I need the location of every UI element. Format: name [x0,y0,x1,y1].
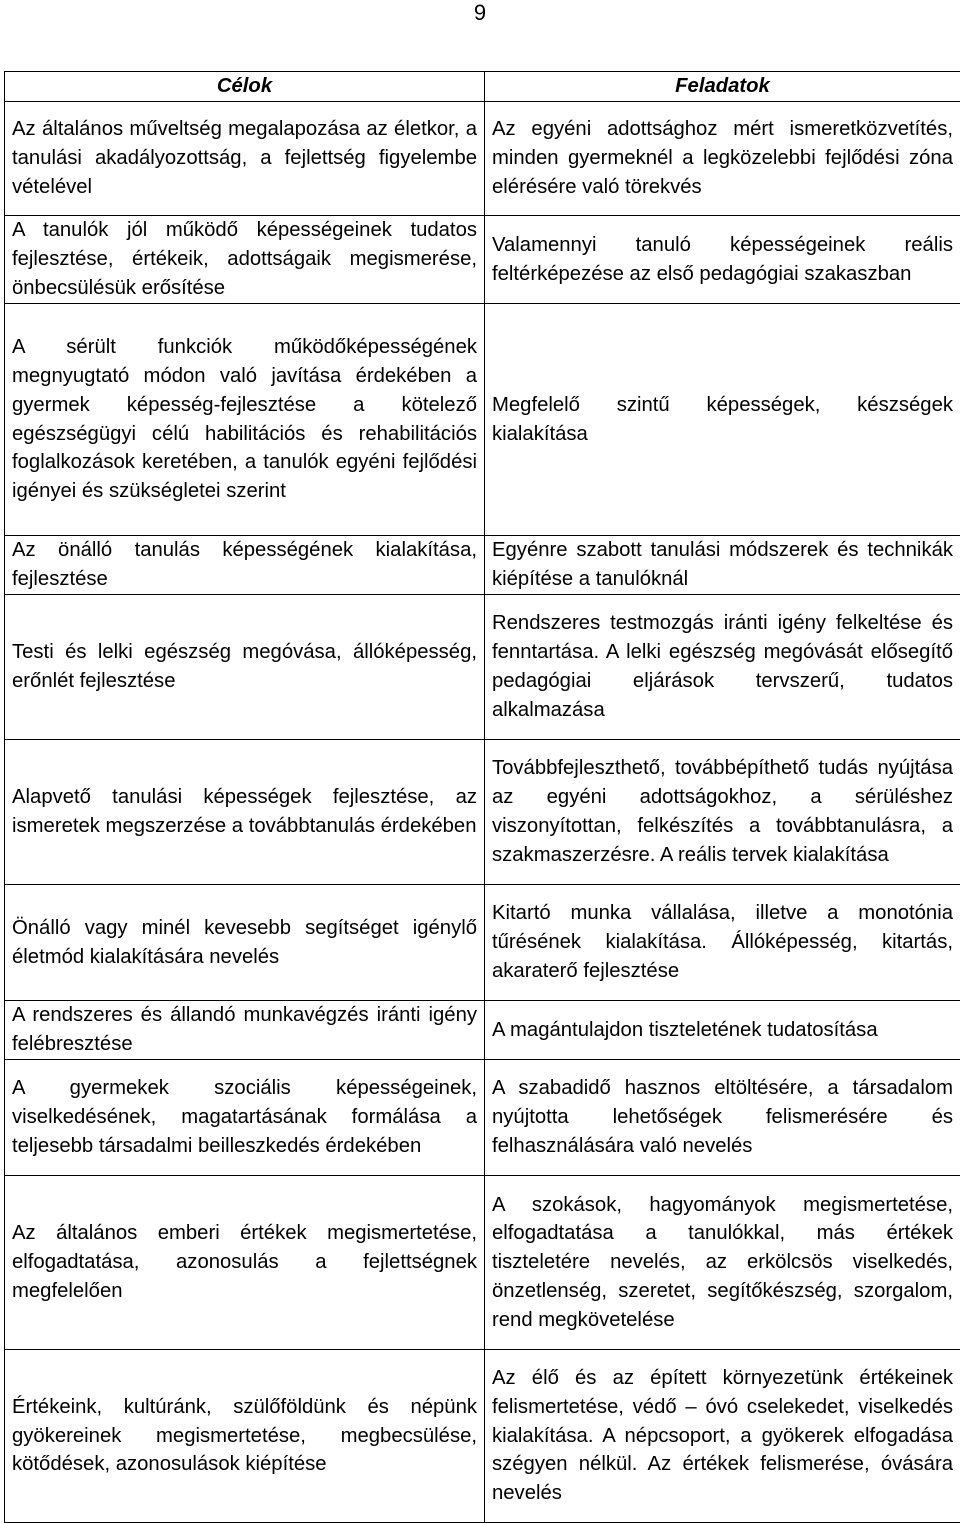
task-cell: Továbbfejleszthető, továbbépíthető tudás nyújtása az egyéni adottságokhoz, a sérüléshez viszonyítottan, felkészítés a továbbtanulásra, a szakmaszerzésre. A reális tervek kialakítása [485,740,960,885]
task-cell: A magántulajdon tiszteletének tudatosítása [485,1001,960,1060]
task-cell: Rendszeres testmozgás iránti igény felkeltése és fenntartása. A lelki egészség megóvását elősegítő pedagógiai eljárások tervszerű, tudatos alkalmazása [485,595,960,740]
goal-cell: Önálló vagy minél kevesebb segítséget igénylő életmód kialakítására nevelés [5,885,485,1001]
table-row [5,102,960,216]
table-row [5,1001,960,1060]
table-row [5,740,960,885]
goal-cell: A rendszeres és állandó munkavégzés iránti igény felébresztése [5,1001,485,1060]
goal-cell: Az általános műveltség megalapozása az életkor, a tanulási akadályozottság, a fejlettség figyelembe vételével [5,102,485,216]
table-row [5,1176,960,1350]
page-number: 9 [0,0,960,26]
task-cell: A szabadidő hasznos eltöltésére, a társadalom nyújtotta lehetőségek felismerésére és felhasználására való nevelés [485,1060,960,1176]
goal-cell: Az önálló tanulás képességének kialakítása, fejlesztése [5,536,485,595]
table-row [5,216,960,304]
table-header-row [5,72,960,102]
table-row [5,1350,960,1523]
table-row [5,595,960,740]
goals-header: Célok [5,72,485,102]
goal-cell: Testi és lelki egészség megóvása, állóképesség, erőnlét fejlesztése [5,595,485,740]
table-row [5,304,960,536]
task-cell: Az egyéni adottsághoz mért ismeretközvetítés, minden gyermeknél a legközelebbi fejlődési zóna elérésére való törekvés [485,102,960,216]
task-cell: Kitartó munka vállalása, illetve a monotónia tűrésének kialakítása. Állóképesség, kitartás, akaraterő fejlesztése [485,885,960,1001]
goal-cell: A sérült funkciók működőképességének megnyugtató módon való javítása érdekében a gyermek képesség-fejlesztése a kötelező egészségügyi célú habilitációs és rehabilitációs foglalkozások keretében, a tanulók egyéni fejlődési igényei és szükségletei szerint [5,304,485,536]
task-cell: Megfelelő szintű képességek, készségek kialakítása [485,304,960,536]
task-cell: Az élő és az épített környezetünk értékeinek felismertetése, védő – óvó cselekedet, viselkedés kialakítása. A népcsoport, a gyökerek elfogadása szégyen nélkül. Az értékek felismerése, óvására nevelés [485,1350,960,1523]
task-cell: A szokások, hagyományok megismertetése, elfogadtatása a tanulókkal, más értékek tiszteletére nevelés, az erkölcsös viselkedés, önzetlenség, szeretet, segítőkészség, szorgalom, rend megkövetelése [485,1176,960,1350]
table-row [5,885,960,1001]
task-cell: Egyénre szabott tanulási módszerek és technikák kiépítése a tanulóknál [485,536,960,595]
goal-cell: A gyermekek szociális képességeinek, viselkedésének, magatartásának formálása a teljesebb társadalmi beilleszkedés érdekében [5,1060,485,1176]
goal-cell: Az általános emberi értékek megismertetése, elfogadtatása, azonosulás a fejlettségnek megfelelően [5,1176,485,1350]
table-row [5,1060,960,1176]
goals-tasks-table [4,71,960,1523]
goal-cell: Alapvető tanulási képességek fejlesztése, az ismeretek megszerzése a továbbtanulás érdekében [5,740,485,885]
goal-cell: A tanulók jól működő képességeinek tudatos fejlesztése, értékeik, adottságaik megismerése, önbecsülésük erősítése [5,216,485,304]
table-row [5,536,960,595]
tasks-header: Feladatok [485,72,960,102]
goal-cell: Értékeink, kultúránk, szülőföldünk és népünk gyökereinek megismertetése, megbecsülése, kötődések, azonosulások kiépítése [5,1350,485,1523]
task-cell: Valamennyi tanuló képességeinek reális feltérképezése az első pedagógiai szakaszban [485,216,960,304]
